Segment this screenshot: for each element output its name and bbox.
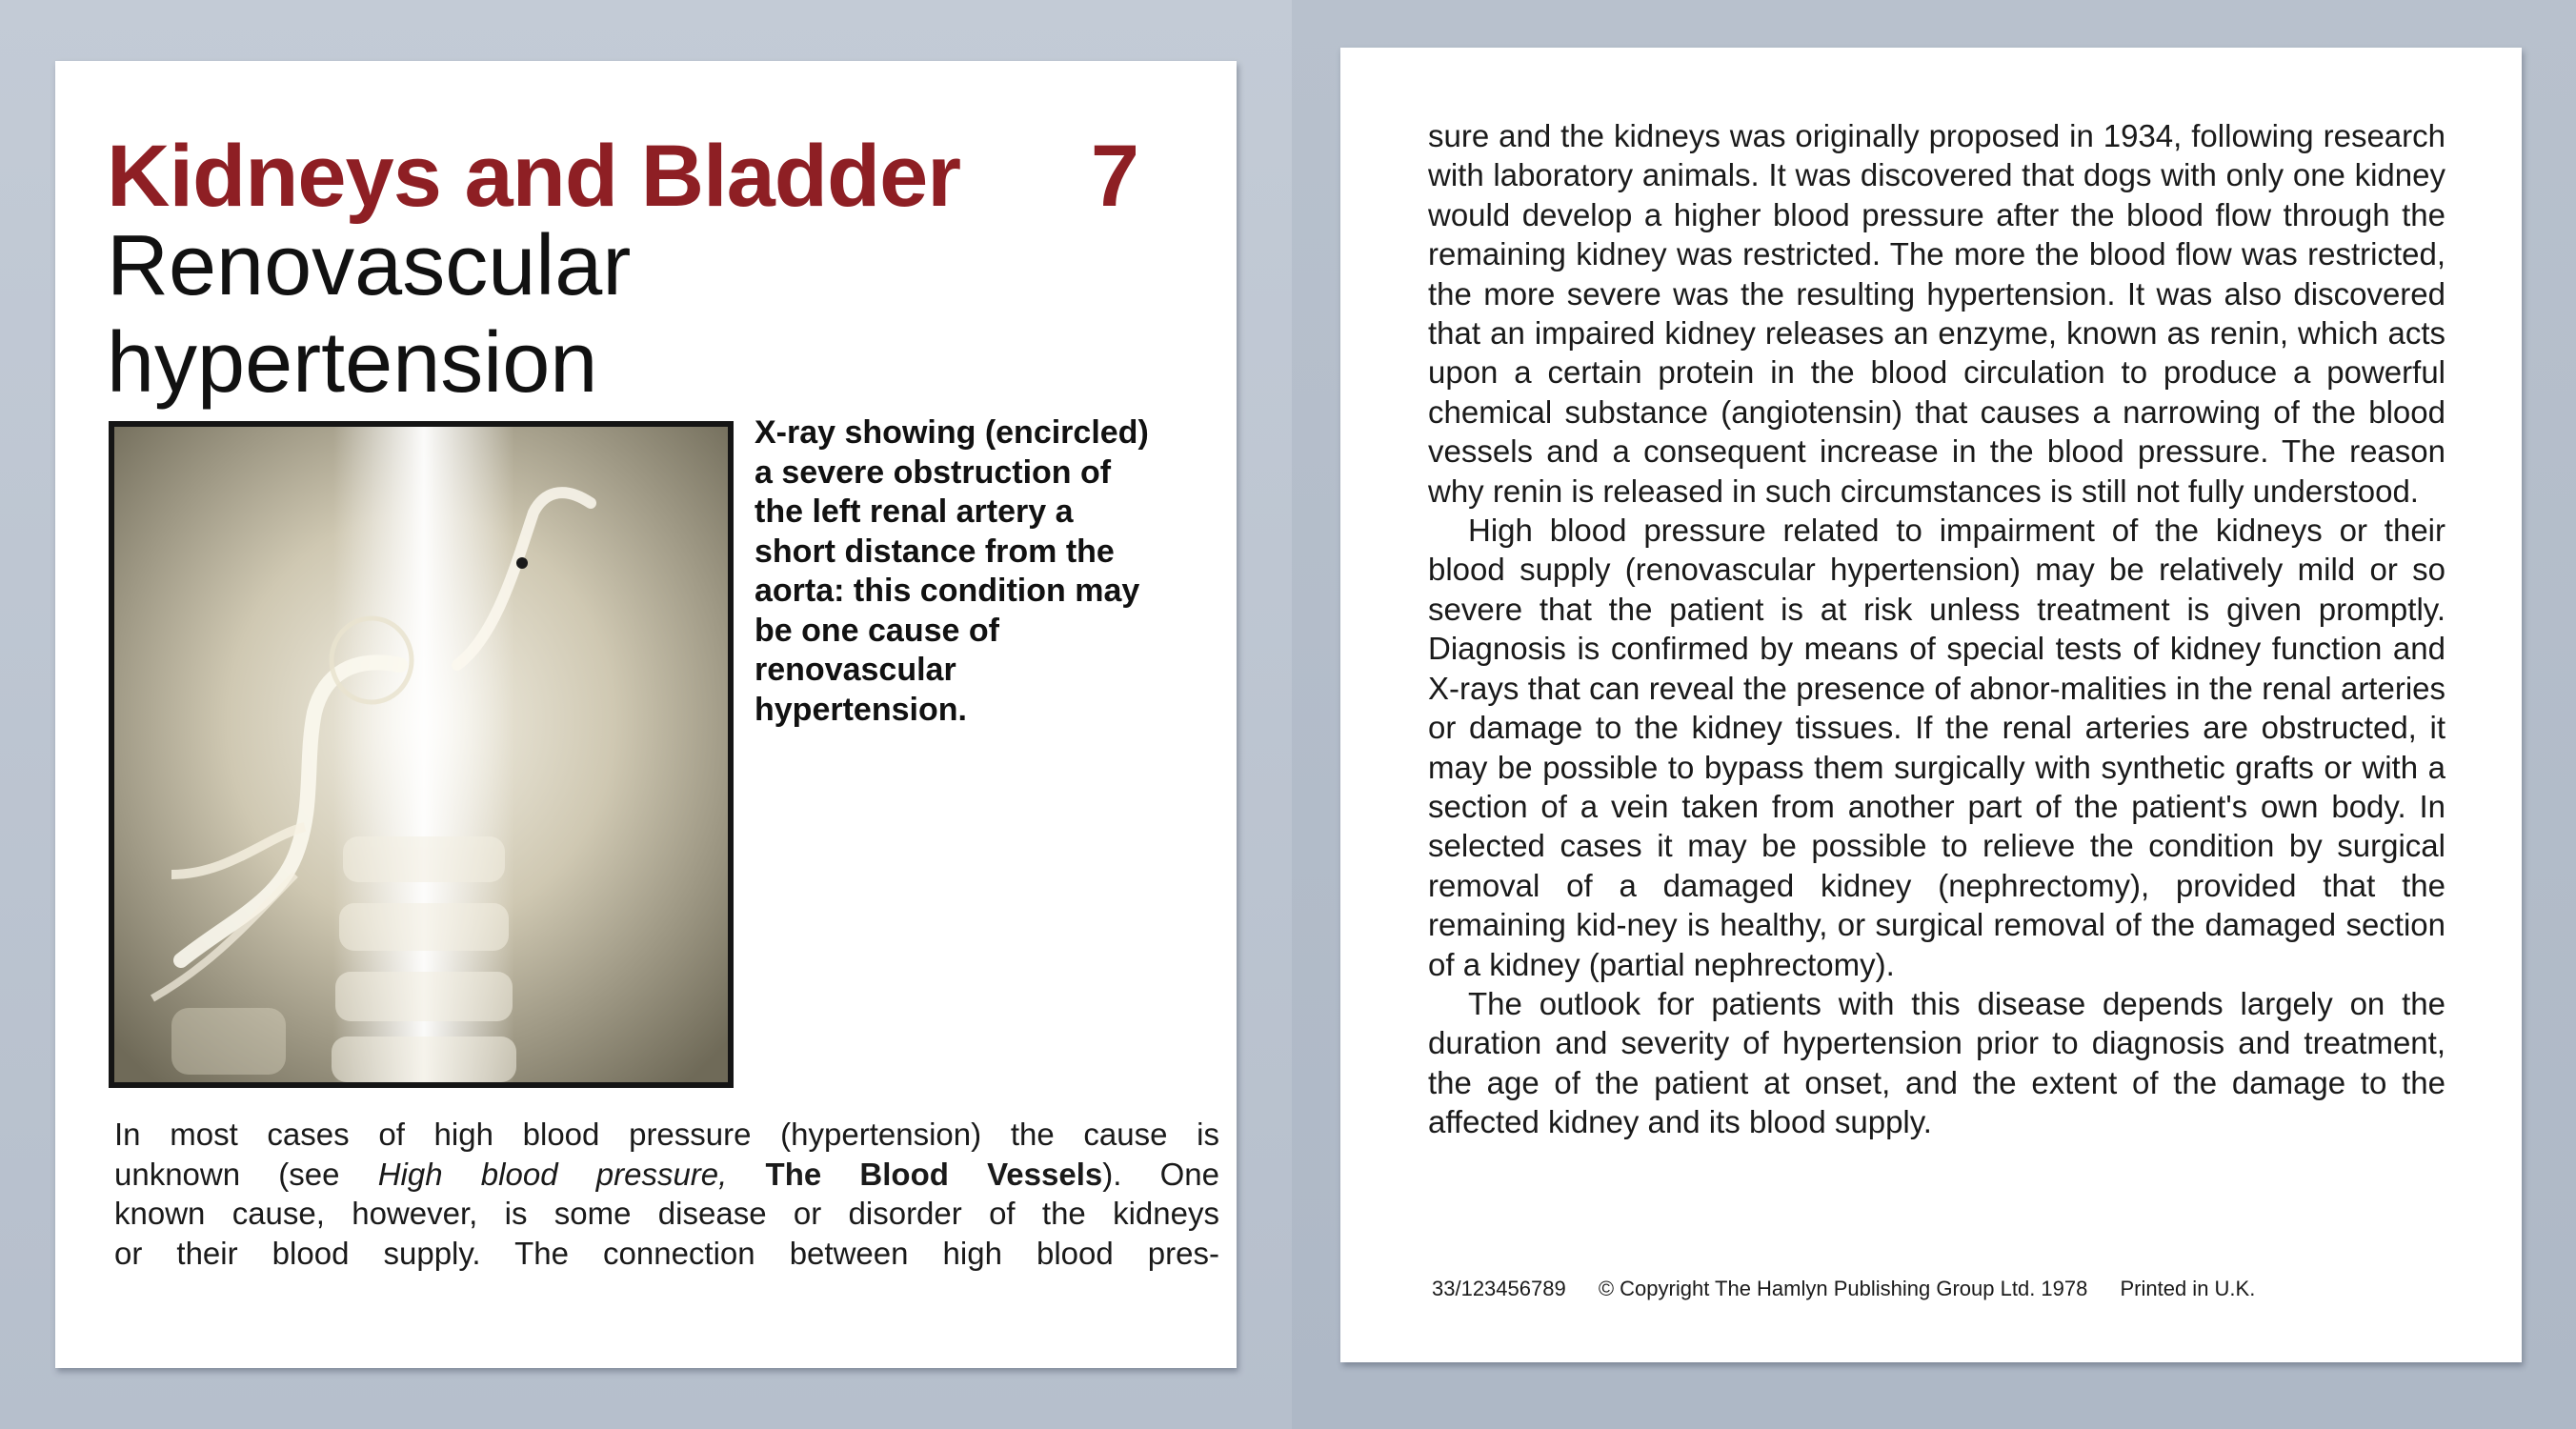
xray-illustration (114, 427, 728, 1082)
front-body-text (114, 1115, 1219, 1273)
back-paragraph-2: High blood pressure related to impairment of the kidneys or their blood supply (renovascular hypertension) may be relatively mild or so severe that the patient is at risk unless treatment is given promptly. Diagnosis is confirmed by means of special tests of kidney function and X-rays that can reveal the presence of abnor-malities in the renal arteries or damage to the kidney tissues. If the renal arteries are obstructed, it may be possible to bypass them surgically with synthetic grafts or with a section of a vein taken from another part of the patient's own body. In selected cases it may be possible to relieve the condition by surgical removal of a damaged kidney (nephrectomy), provided that the remaining kid-ney is healthy, or surgical removal of the damaged section of a kidney (partial nephrectomy). (1428, 513, 2445, 982)
front-body-line: known cause, however, is some disease or disorder of the kidneys (114, 1196, 1219, 1231)
printed-in: Printed in U.K. (2120, 1277, 2256, 1300)
xray-image (109, 421, 734, 1088)
card-number: 7 (1090, 128, 1139, 225)
back-paragraph-3: The outlook for patients with this disease depends largely on the duration and severity of hypertension prior to diagnosis and treatment, the age of the patient at onset, and the extent of the damage to the affected kidney and its blood supply. (1428, 985, 2445, 1140)
card-back (1340, 48, 2522, 1362)
card-subtitle: Renovascular hypertension (107, 218, 632, 411)
card-front (55, 61, 1237, 1368)
image-caption: X-ray showing (encircled) a severe obstruction of the left renal artery a short distance from the aorta: this condition may be one cause of renovascular hypertension. (755, 414, 1149, 728)
back-body-text (1428, 116, 2445, 1142)
front-body-bold-reference: The Blood Vessels (727, 1156, 1103, 1192)
front-body-italic-reference: High blood pressure, (377, 1156, 728, 1192)
card-code: 33/123456789 (1432, 1277, 1566, 1300)
front-body-line: or their blood supply. The connection between high blood pres- (114, 1235, 1219, 1271)
card-title: Kidneys and Bladder (107, 128, 961, 225)
card-footer (1432, 1277, 2480, 1301)
front-body-line (114, 1155, 1219, 1195)
front-body-line: In most cases of high blood pressure (hypertension) the cause is (114, 1117, 1219, 1152)
back-paragraph-1: sure and the kidneys was originally proposed in 1934, following research with laboratory animals. It was discovered that dogs with only one kidney would develop a higher blood pressure after the blood flow through the remaining kidney was restricted. The more the blood flow was restricted, the more severe was the resulting hypertension. It was also discovered that an impaired kidney releases an enzyme, known as renin, which acts upon a certain protein in the blood circulation to produce a powerful chemical substance (angiotensin) that causes a narrowing of the blood vessels and a consequent increase in the blood pressure. The reason why renin is released in such circumstances is still not fully understood. (1428, 118, 2445, 509)
front-body-fragment: unknown (see (114, 1156, 378, 1192)
copyright-notice: © Copyright The Hamlyn Publishing Group Ltd. 1978 (1598, 1277, 2088, 1300)
front-body-fragment: ). One (1102, 1156, 1219, 1192)
